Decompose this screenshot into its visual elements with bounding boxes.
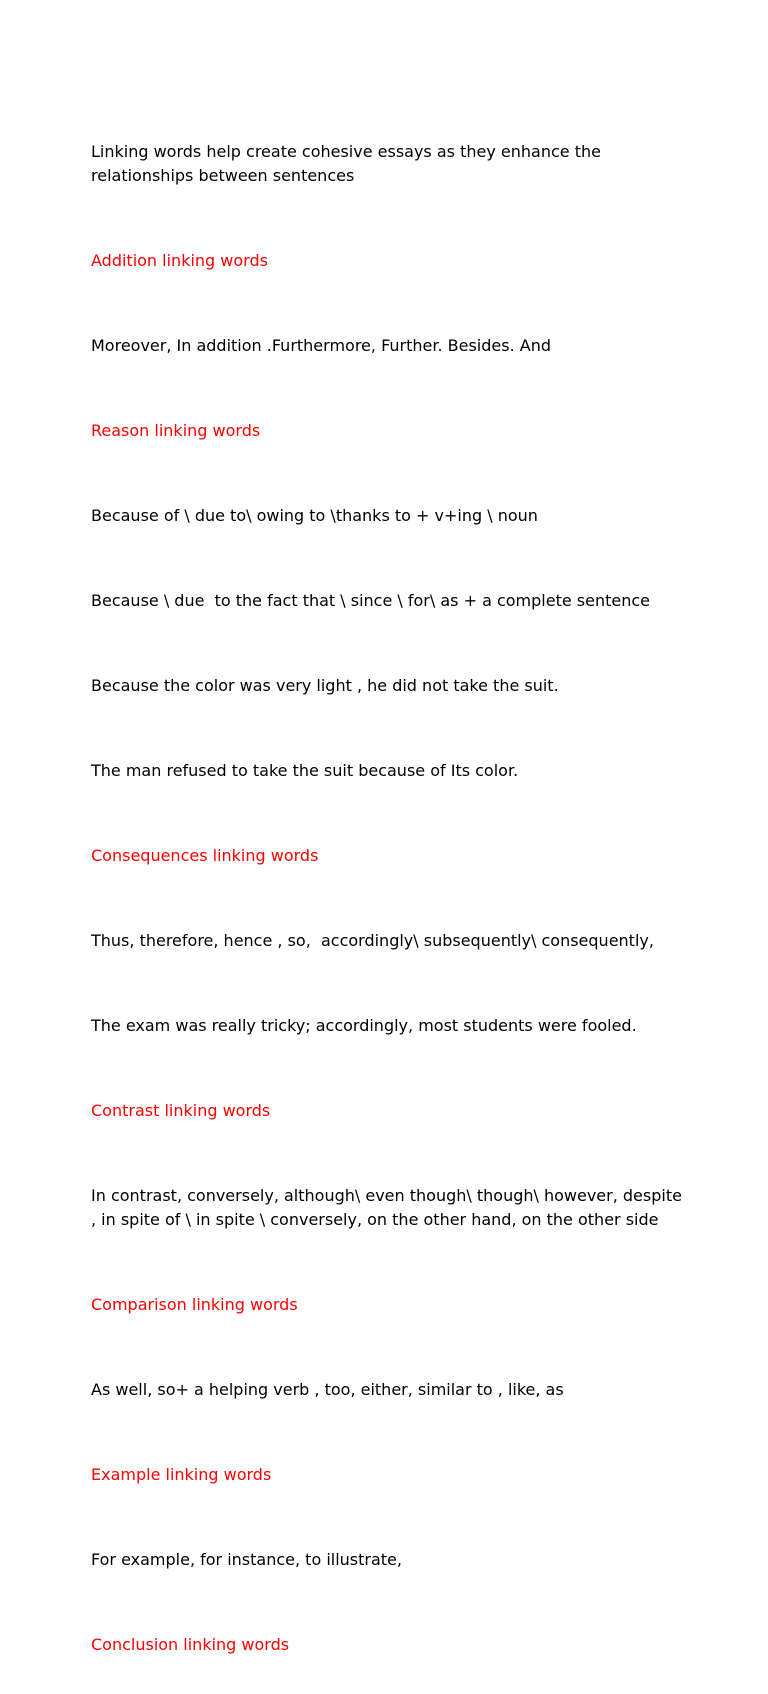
consequences-example: The exam was really tricky; accordingly, most students were fooled. [91,1016,637,1035]
contrast-heading: Contrast linking words [91,1101,271,1120]
reason-words-sentence: Because \ due to the fact that \ since \ for\ as + a complete sentence [91,591,651,610]
comparison-heading: Comparison linking words [91,1295,298,1314]
addition-words: Moreover, In addition .Furthermore, Further. Besides. And [91,336,551,355]
reason-heading: Reason linking words [91,421,261,440]
example-words: For example, for instance, to illustrate, [91,1550,402,1569]
intro-paragraph: Linking words help create cohesive essays as they enhance the relationships between sentences [91,142,607,185]
consequences-heading: Consequences linking words [91,846,319,865]
contrast-words: In contrast, conversely, although\ even though\ though\ however, despite , in spite of \ in spite \ conversely, on the other hand, on the other side [91,1186,688,1229]
addition-heading: Addition linking words [91,251,268,270]
consequences-words: Thus, therefore, hence , so, accordingly\ subsequently\ consequently, [91,931,654,950]
example-heading: Example linking words [91,1465,272,1484]
reason-example-1: Because the color was very light , he did not take the suit. [91,676,559,695]
document-page [91,92,691,1694]
reason-example-2: The man refused to take the suit because of Its color. [91,761,519,780]
conclusion-heading: Conclusion linking words [91,1635,290,1654]
comparison-words: As well, so+ a helping verb , too, either, similar to , like, as [91,1380,564,1399]
reason-words-noun: Because of \ due to\ owing to \thanks to + v+ing \ noun [91,506,538,525]
